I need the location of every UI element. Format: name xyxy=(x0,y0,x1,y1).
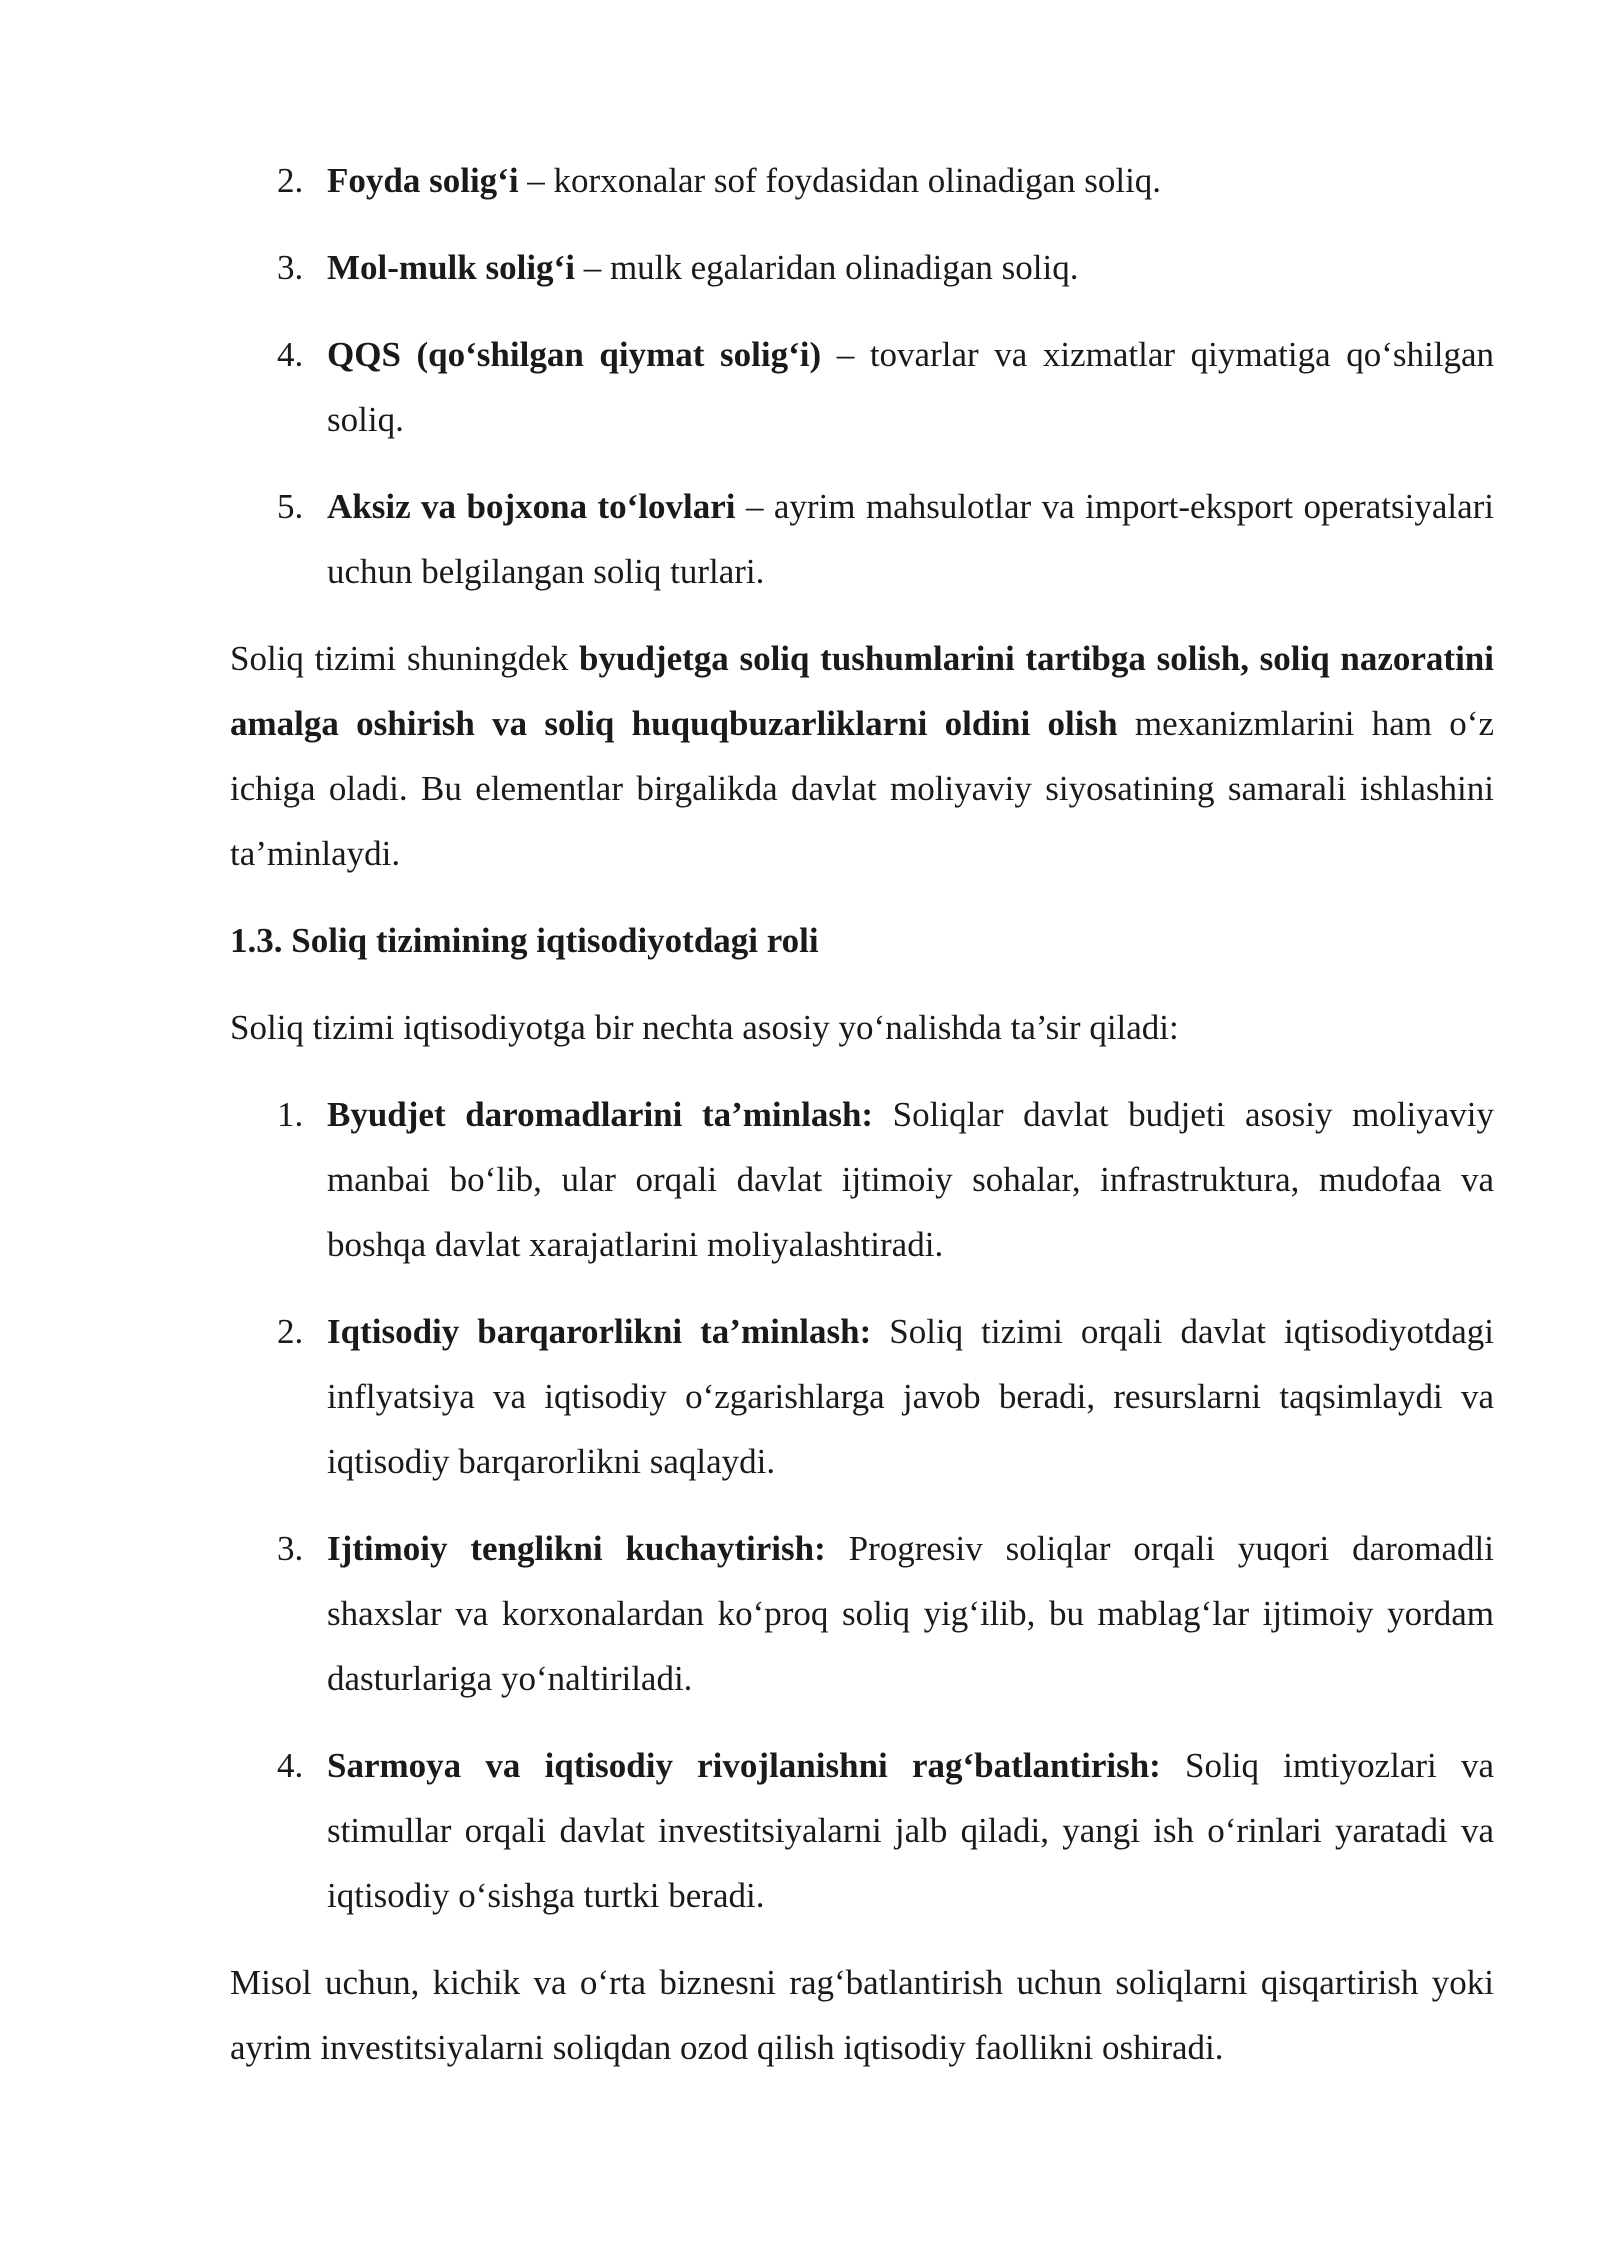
list-item xyxy=(230,1516,1494,1711)
list-text: – mulk egalaridan olinadigan soliq. xyxy=(574,248,1079,287)
list-number: 1. xyxy=(277,1095,304,1134)
list-text: Soliqlar davlat budjeti asosiy moliyaviy manbai bo‘lib, ular orqali davlat ijtimoiy sohalar, infrastruktura, mudofaa va boshqa davlat xarajatlarini moliyalashtiradi. xyxy=(327,1095,1494,1264)
list-term: Ijtimoiy tenglikni kuchaytirish: xyxy=(327,1529,826,1568)
list-text: Soliq imtiyozlari va stimullar orqali davlat investitsiyalarni jalb qiladi, yangi ish o‘rinlari yaratadi va iqtisodiy o‘sishga turtki beradi. xyxy=(327,1746,1494,1915)
list-number: 4. xyxy=(277,335,304,374)
list-term: Foyda solig‘i xyxy=(327,161,519,200)
list-item xyxy=(230,1733,1494,1928)
economic-role-list xyxy=(230,1082,1494,1928)
tax-types-list xyxy=(230,148,1494,604)
list-text: Progresiv soliqlar orqali yuqori daromadli shaxslar va korxonalardan ko‘proq soliq yig‘ilib, bu mablag‘lar ijtimoiy yordam dasturlariga yo‘naltiriladi. xyxy=(327,1529,1494,1698)
section-heading: 1.3. Soliq tizimining iqtisodiyotdagi roli xyxy=(230,921,819,960)
list-text: – ayrim mahsulotlar va import-eksport operatsiyalari uchun belgilangan soliq turlari. xyxy=(327,487,1494,591)
list-item xyxy=(230,148,1494,213)
tax-system-paragraph xyxy=(230,626,1494,886)
list-term: Aksiz va bojxona to‘lovlari xyxy=(327,487,736,526)
list-term: Sarmoya va iqtisodiy rivojlanishni rag‘batlantirish: xyxy=(327,1746,1161,1785)
list-number: 3. xyxy=(277,1529,304,1568)
list-number: 4. xyxy=(277,1746,304,1785)
list-text: – korxonalar sof foydasidan olinadigan soliq. xyxy=(518,161,1162,200)
list-item xyxy=(230,474,1494,604)
paragraph-bold-text: byudjetga soliq tushumlarini tartibga solish, soliq nazoratini amalga oshirish va soliq huquqbuzarliklarni oldini olish xyxy=(230,639,1494,743)
list-term: Byudjet daromadlarini ta’minlash: xyxy=(327,1095,874,1134)
list-number: 3. xyxy=(277,248,304,287)
list-item xyxy=(230,1299,1494,1494)
list-text: Soliq tizimi orqali davlat iqtisodiyotdagi inflyatsiya va iqtisodiy o‘zgarishlarga javob beradi, resurslarni taqsimlaydi va iqtisodiy barqarorlikni saqlaydi. xyxy=(327,1312,1494,1481)
page-content xyxy=(230,148,1494,2102)
list-term: Iqtisodiy barqarorlikni ta’minlash: xyxy=(327,1312,872,1351)
list-term: Mol-mulk solig‘i xyxy=(327,248,575,287)
list-text: – tovarlar va xizmatlar qiymatiga qo‘shilgan soliq. xyxy=(327,335,1495,439)
paragraph-text: Soliq tizimi shuningdek xyxy=(230,639,580,678)
list-number: 5. xyxy=(277,487,304,526)
list-item xyxy=(230,1082,1494,1277)
example-paragraph: Misol uchun, kichik va o‘rta biznesni rag‘batlantirish uchun soliqlarni qisqartirish yoki ayrim investitsiyalarni soliqdan ozod qilish iqtisodiy faollikni oshiradi. xyxy=(230,1963,1494,2067)
list-term: QQS (qo‘shilgan qiymat solig‘i) xyxy=(327,335,822,374)
list-item xyxy=(230,235,1494,300)
list-item xyxy=(230,322,1494,452)
list-number: 2. xyxy=(277,1312,304,1351)
list-number: 2. xyxy=(277,161,304,200)
paragraph-text: mexanizmlarini ham o‘z ichiga oladi. Bu elementlar birgalikda davlat moliyaviy siyosatining samarali ishlashini ta’minlaydi. xyxy=(230,704,1494,873)
intro-paragraph: Soliq tizimi iqtisodiyotga bir nechta asosiy yo‘nalishda ta’sir qiladi: xyxy=(230,1008,1179,1047)
